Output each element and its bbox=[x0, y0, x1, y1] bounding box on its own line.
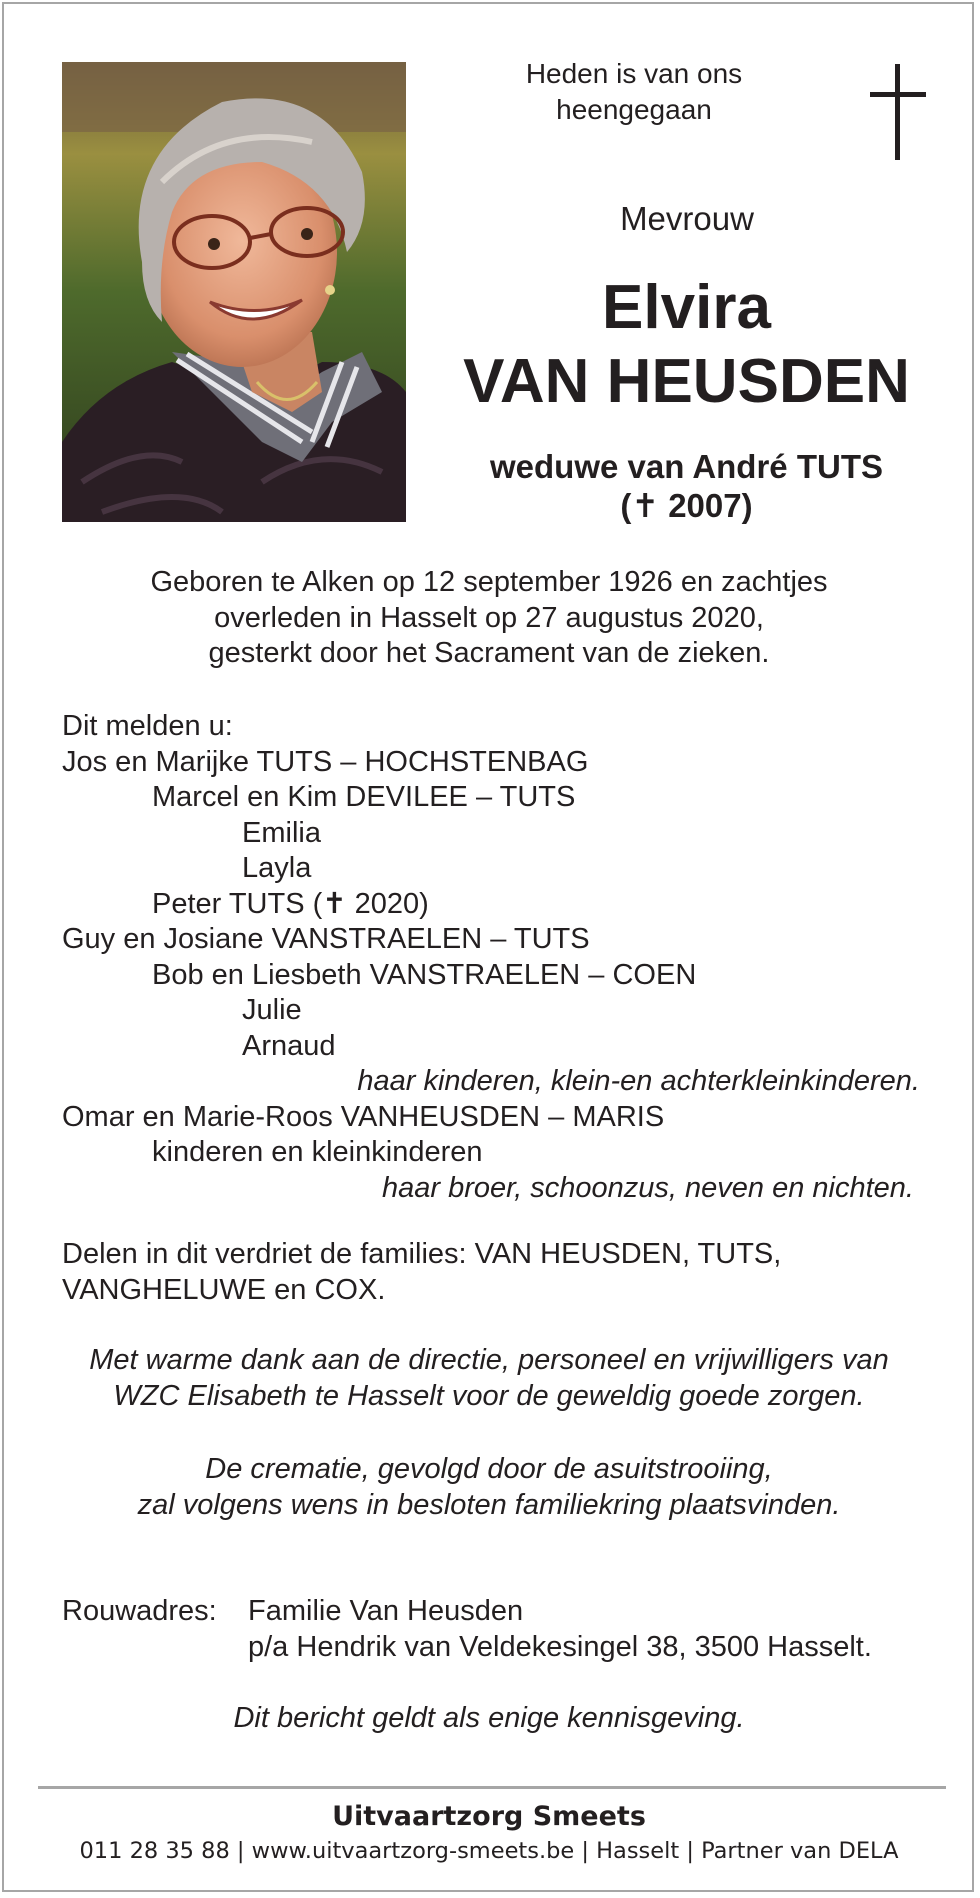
family-member: Guy en Josiane VANSTRAELEN – TUTS bbox=[62, 923, 590, 955]
family-member: Emilia bbox=[242, 816, 321, 849]
spouse-line: weduwe van André TUTS bbox=[489, 448, 883, 485]
family-member: Arnaud bbox=[242, 1029, 336, 1062]
intro-text bbox=[482, 56, 786, 128]
notice-text: Dit bericht geldt als enige kennisgeving. bbox=[233, 1702, 745, 1734]
family-member: Peter TUTS (✝ 2020) bbox=[152, 887, 429, 920]
obituary-card bbox=[2, 2, 974, 1892]
family-announcement bbox=[62, 709, 932, 1206]
spouse-death-year: (✝ 2007) bbox=[620, 487, 753, 524]
mourning-address-name: Familie Van Heusden bbox=[248, 1595, 524, 1627]
cremation-line: De crematie, gevolgd door de asuitstrooiing, bbox=[205, 1453, 773, 1485]
footer-divider bbox=[38, 1786, 946, 1789]
intro-line: Heden is van ons bbox=[525, 58, 743, 89]
family-member: Jos en Marijke TUTS – HOCHSTENBAG bbox=[62, 745, 589, 778]
announce-heading: Dit melden u: bbox=[62, 710, 233, 742]
family-member: kinderen en kleinkinderen bbox=[152, 1136, 483, 1168]
deceased-first-name: Elvira bbox=[602, 273, 771, 342]
deceased-last-name: VAN HEUSDEN bbox=[463, 347, 910, 416]
families-line: VANGHELUWE en COX. bbox=[62, 1273, 386, 1306]
family-member: Omar en Marie-Roos VANHEUSDEN – MARIS bbox=[62, 1100, 665, 1133]
statement-line: overleden in Hasselt op 27 augustus 2020, bbox=[214, 601, 764, 634]
family-group-label: haar kinderen, klein-en achterkleinkinderen. bbox=[357, 1065, 920, 1097]
family-member: Bob en Liesbeth VANSTRAELEN – COEN bbox=[152, 958, 697, 991]
intro-line: heengegaan bbox=[556, 94, 712, 125]
thanks-line: WZC Elisabeth te Hasselt voor de geweldig goede zorgen. bbox=[113, 1379, 865, 1412]
spouse-info bbox=[434, 447, 939, 525]
statement-line: gesterkt door het Sacrament van de zieken. bbox=[208, 637, 770, 669]
thanks-message bbox=[44, 1343, 934, 1414]
cross-icon bbox=[870, 64, 926, 164]
cremation-line: zal volgens wens in besloten familiekring plaatsvinden. bbox=[137, 1488, 841, 1521]
cremation-notice bbox=[44, 1452, 934, 1523]
family-member: Layla bbox=[242, 852, 312, 884]
statement-line: Geboren te Alken op 12 september 1926 en zachtjes bbox=[150, 566, 828, 598]
birth-death-statement bbox=[64, 565, 914, 672]
funeral-home-contact: 011 28 35 88 | www.uitvaartzorg-smeets.be | Hasselt | Partner van DELA bbox=[79, 1838, 899, 1864]
mourning-address-street: p/a Hendrik van Veldekesingel 38, 3500 Hasselt. bbox=[248, 1631, 872, 1663]
thanks-line: Met warme dank aan de directie, personeel en vrijwilligers van bbox=[89, 1344, 889, 1376]
family-group-label: haar broer, schoonzus, neven en nichten. bbox=[381, 1171, 914, 1204]
funeral-home-name: Uitvaartzorg Smeets bbox=[332, 1801, 646, 1832]
mourning-address-label: Rouwadres: bbox=[62, 1595, 217, 1627]
family-member: Julie bbox=[242, 994, 302, 1026]
portrait-photo bbox=[62, 62, 406, 522]
honorific-title: Mevrouw bbox=[620, 200, 754, 237]
family-member: Marcel en Kim DEVILEE – TUTS bbox=[152, 781, 576, 813]
families-line: Delen in dit verdriet de families: VAN HEUSDEN, TUTS, bbox=[62, 1238, 782, 1270]
families-in-grief bbox=[62, 1237, 932, 1308]
